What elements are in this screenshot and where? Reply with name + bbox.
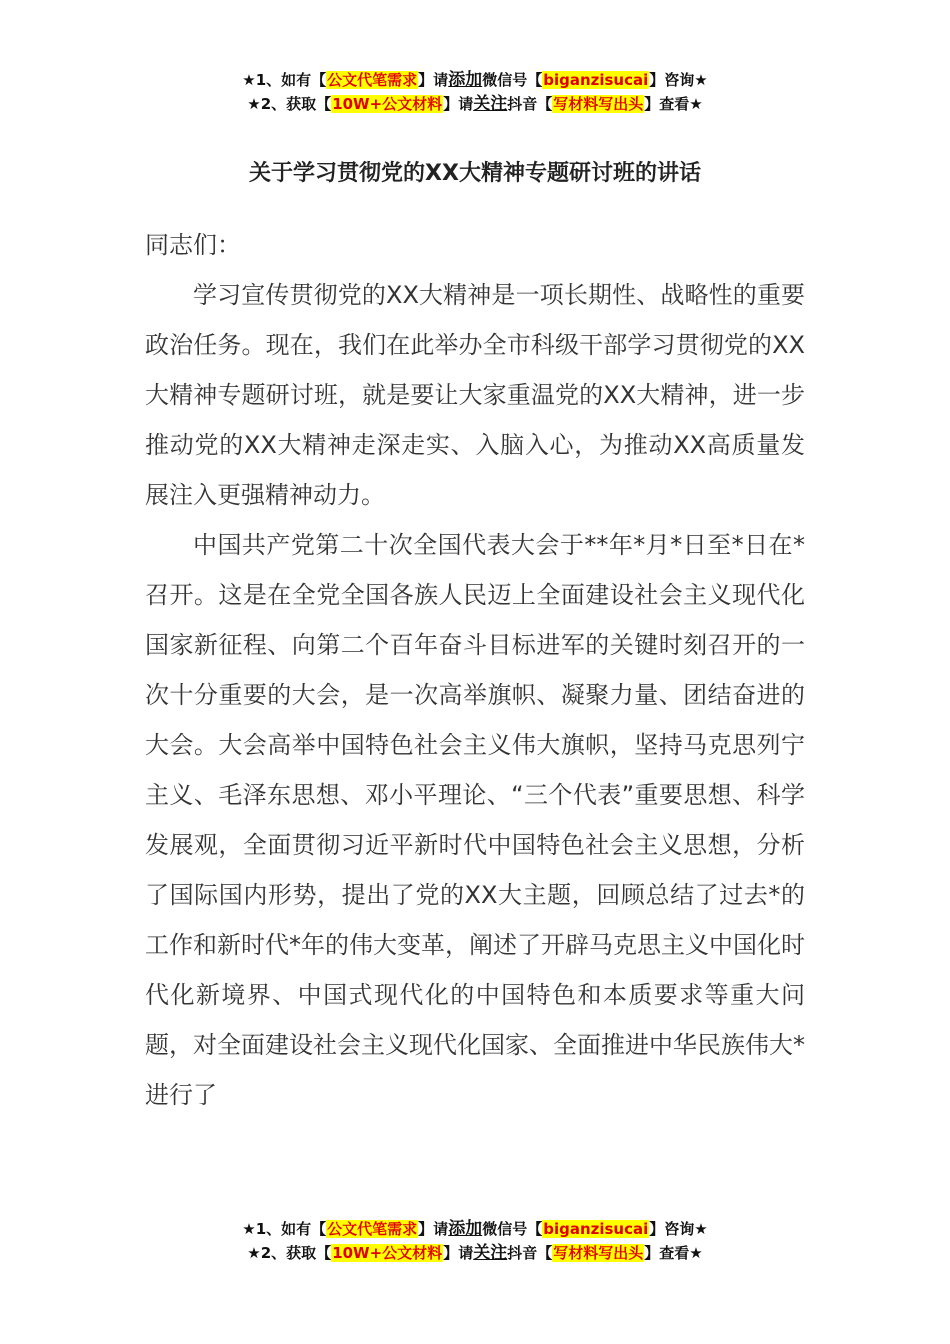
banner-line-2: [0, 1241, 950, 1265]
banner-text: 】咨询★: [649, 71, 708, 89]
banner-emphasis: 关注: [473, 94, 508, 114]
highlight-service: 公文代笔需求: [327, 1220, 418, 1238]
banner-emphasis: 添加: [448, 70, 483, 90]
banner-text: ★2、获取【: [247, 1244, 332, 1262]
banner-text: 抖音【: [507, 1244, 553, 1262]
banner-text: 】查看★: [644, 1244, 703, 1262]
header-banner: [0, 68, 950, 116]
banner-text: ★1、如有【: [242, 71, 327, 89]
banner-line-2: [0, 92, 950, 116]
highlight-douyin-id: 写材料写出头: [553, 95, 644, 113]
document-title: 关于学习贯彻党的XX大精神专题研讨班的讲话: [249, 161, 701, 186]
banner-text: 】请: [443, 95, 474, 113]
banner-text: 】请: [443, 1244, 474, 1262]
banner-text: ★1、如有【: [242, 1220, 327, 1238]
banner-text: 抖音【: [507, 95, 553, 113]
banner-emphasis: 关注: [473, 1243, 508, 1263]
highlight-wechat-id: biganzisucai: [543, 71, 649, 89]
banner-line-1: [0, 1217, 950, 1241]
banner-text: 微信号【: [482, 71, 543, 89]
banner-text: 】查看★: [644, 95, 703, 113]
highlight-douyin-id: 写材料写出头: [553, 1244, 644, 1262]
highlight-materials: 10W+公文材料: [332, 1244, 443, 1262]
highlight-wechat-id: biganzisucai: [543, 1220, 649, 1238]
footer-banner: [0, 1217, 950, 1265]
banner-text: 】咨询★: [649, 1220, 708, 1238]
banner-text: ★2、获取【: [247, 95, 332, 113]
paragraph-1: 学习宣传贯彻党的XX大精神是一项长期性、战略性的重要政治任务。现在，我们在此举办全市科级干部学习贯彻党的XX大精神专题研讨班，就是要让大家重温党的XX大精神，进一步推动党的XX大精神走深走实、入脑入心，为推动XX高质量发展注入更强精神动力。: [145, 281, 805, 509]
banner-line-1: [0, 68, 950, 92]
banner-text: 】请: [418, 71, 449, 89]
paragraph-2: 中国共产党第二十次全国代表大会于**年*月*日至*日在*召开。这是在全党全国各族人民迈上全面建设社会主义现代化国家新征程、向第二个百年奋斗目标进军的关键时刻召开的一次十分重要的大会，是一次高举旗帜、凝聚力量、团结奋进的大会。大会高举中国特色社会主义伟大旗帜，坚持马克思列宁主义、毛泽东思想、邓小平理论、“三个代表”重要思想、科学发展观，全面贯彻习近平新时代中国特色社会主义思想，分析了国际国内形势，提出了党的XX大主题，回顾总结了过去*的工作和新时代*年的伟大变革，阐述了开辟马克思主义中国化时代化新境界、中国式现代化的中国特色和本质要求等重大问题，对全面建设社会主义现代化国家、全面推进中华民族伟大*进行了: [145, 531, 805, 1109]
banner-emphasis: 添加: [448, 1219, 483, 1239]
salutation: 同志们：: [145, 231, 241, 259]
document-body: [145, 220, 805, 1120]
highlight-materials: 10W+公文材料: [332, 95, 443, 113]
banner-text: 微信号【: [482, 1220, 543, 1238]
banner-text: 】请: [418, 1220, 449, 1238]
highlight-service: 公文代笔需求: [327, 71, 418, 89]
